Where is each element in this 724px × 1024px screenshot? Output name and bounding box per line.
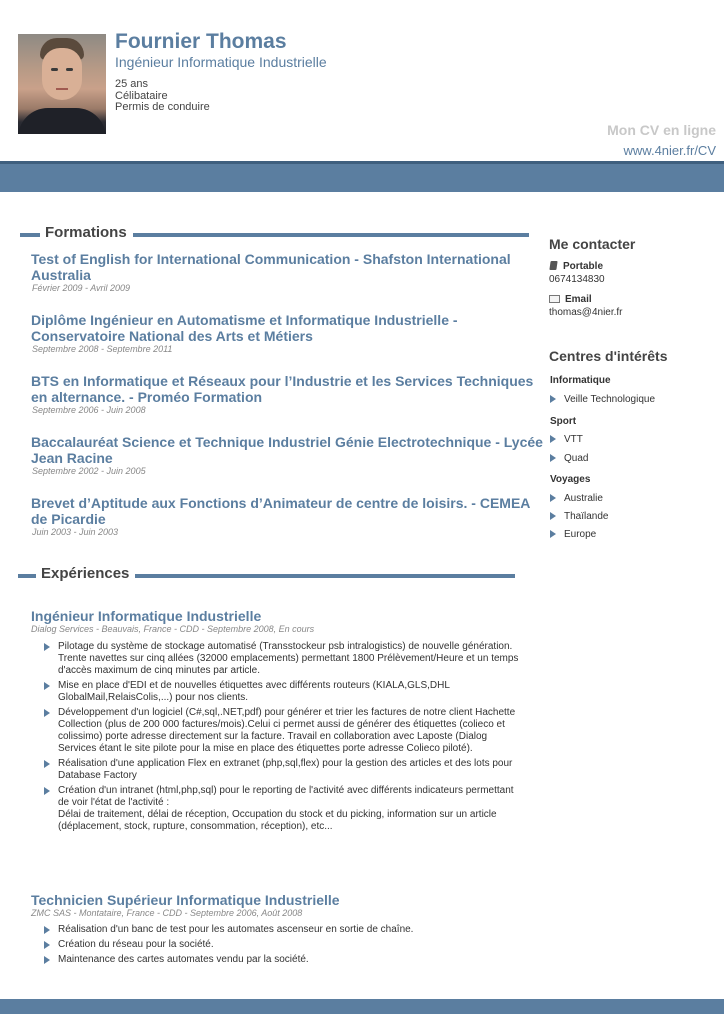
interest-item: Thaïlande: [550, 511, 608, 522]
footer-band: [0, 999, 724, 1014]
section-title: Expériences: [41, 565, 130, 582]
interest-item: Veille Technologique: [550, 394, 655, 405]
formation-item: Diplôme Ingénieur en Automatisme et Informatique Industrielle - Conservatoire National des Arts et Métiers Septembre 2008 - Septembre 2011: [31, 312, 458, 354]
job-entry: Technicien Supérieur Informatique Industrielle ZMC SAS - Montataire, France - CDD - Septembre 2006, Août 2008: [31, 892, 340, 918]
mail-icon: [549, 295, 560, 303]
driving-license: Permis de conduire: [115, 101, 210, 113]
bullet-arrow-icon: [44, 956, 50, 964]
list-item: Réalisation d'un banc de test pour les automates ascenseur en sortie de chaîne.: [44, 924, 524, 936]
job-bullets: [44, 924, 524, 969]
bullet-arrow-icon: [550, 395, 556, 403]
list-item: Mise en place d'EDI et de nouvelles étiquettes avec différents routeurs (KIALA,GLS,DHL GlobalMail,RelaisColis,...) pour nos clients.: [44, 680, 524, 704]
interest-item: VTT: [550, 434, 583, 445]
cv-online-label: Mon CV en ligne: [607, 122, 716, 138]
interest-group: Sport: [550, 416, 577, 427]
age: 25 ans: [115, 78, 149, 90]
email-label: Email: [549, 294, 592, 305]
list-item: Réalisation d'une application Flex en extranet (php,sql,flex) pour la gestion des articles et des lots pour Database Factory: [44, 758, 524, 782]
bullet-arrow-icon: [44, 787, 50, 795]
bullet-arrow-icon: [550, 454, 556, 462]
formation-item: Baccalauréat Science et Technique Industriel Génie Electrotechnique - Lycée Jean Racine Septembre 2002 - Juin 2005: [31, 434, 543, 476]
bullet-arrow-icon: [550, 435, 556, 443]
list-item: Développement d'un logiciel (C#,sql,.NET,pdf) pour générer et trier les factures de notre client Hachette Collection (plus de 200 000 factures/mois).Celui ci permet aussi de générer des étiquettes (colieco et colissimo) porte adresse directement sur la facture. Travail en collaboration avec Laposte (Dialog Services étant le site pilote pour la mise en place des étiquettes porte adresse Colieco piloté).: [44, 707, 524, 755]
job-title: Ingénieur Informatique Industrielle: [115, 54, 327, 70]
header-band: [0, 161, 724, 192]
bullet-arrow-icon: [44, 926, 50, 934]
email-address[interactable]: thomas@4nier.fr: [549, 307, 623, 318]
list-item: Pilotage du système de stockage automatisé (Transstockeur psb intralogistics) de nouvelle génération. Trente navettes sur cinq allées (32000 emplacements) permettant 1800 Prélèvement/Heure et un temps d'accès maximum de cinq minutes par article.: [44, 641, 524, 677]
list-item: Création du réseau pour la société.: [44, 939, 524, 951]
bullet-arrow-icon: [550, 530, 556, 538]
interest-item: Europe: [550, 529, 596, 540]
person-name: Fournier Thomas: [115, 30, 287, 53]
phone-label: Portable: [550, 261, 603, 272]
bullet-arrow-icon: [44, 682, 50, 690]
formation-item: Test of English for International Communication - Shafston International Australia Février 2009 - Avril 2009: [31, 251, 511, 293]
section-title: Formations: [45, 224, 127, 241]
bullet-arrow-icon: [44, 709, 50, 717]
cv-url-link[interactable]: www.4nier.fr/CV: [623, 143, 716, 158]
formation-item: BTS en Informatique et Réseaux pour l’Industrie et les Services Techniques en alternance. - Proméo Formation Septembre 2006 - Juin 2008: [31, 373, 534, 415]
experiences-heading: [18, 565, 515, 585]
cv-header: [0, 0, 724, 160]
bullet-arrow-icon: [44, 760, 50, 768]
interest-item: Quad: [550, 453, 588, 464]
job-bullets: [44, 641, 524, 836]
bullet-arrow-icon: [44, 941, 50, 949]
bullet-arrow-icon: [550, 512, 556, 520]
profile-photo: [18, 34, 106, 134]
job-entry: Ingénieur Informatique Industrielle Dialog Services - Beauvais, France - CDD - Septembre 2008, En cours: [31, 608, 315, 634]
phone-icon: [549, 261, 557, 270]
bullet-arrow-icon: [550, 494, 556, 502]
list-item: Maintenance des cartes automates vendu par la société.: [44, 954, 524, 966]
phone-number[interactable]: 0674134830: [549, 274, 605, 285]
interests-heading: Centres d'intérêts: [549, 348, 668, 364]
list-item: Création d'un intranet (html,php,sql) pour le reporting de l'activité avec différents indicateurs permettant de voir l'état de l'activité : Délai de traitement, délai de réception, Occupation du stock et du picking, information sur un article (déplacement, stock, rupture, consommation, réception), etc...: [44, 785, 524, 833]
contact-heading: Me contacter: [549, 236, 636, 252]
interest-item: Australie: [550, 493, 603, 504]
interest-group: Voyages: [550, 474, 591, 485]
formation-item: Brevet d’Aptitude aux Fonctions d’Animateur de centre de loisirs. - CEMEA de Picardie Juin 2003 - Juin 2003: [31, 495, 530, 537]
formations-heading: [20, 224, 530, 244]
marital-status: Célibataire: [115, 90, 168, 102]
interest-group: Informatique: [550, 375, 611, 386]
bullet-arrow-icon: [44, 643, 50, 651]
